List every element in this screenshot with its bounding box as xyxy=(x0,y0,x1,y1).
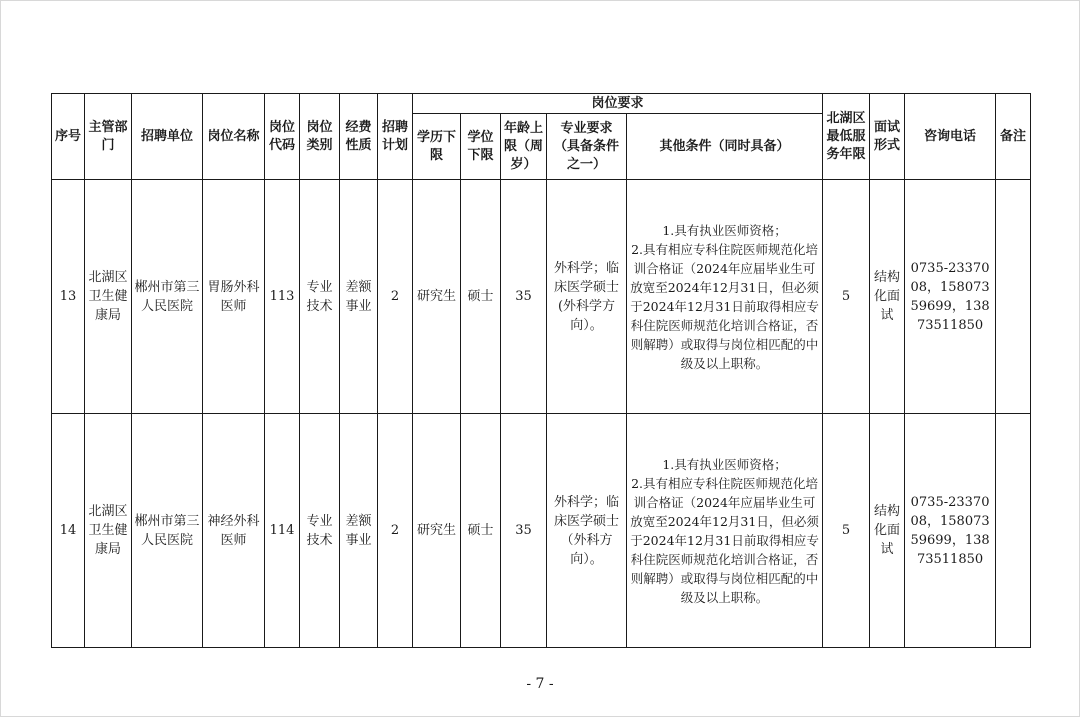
table-row xyxy=(52,180,1031,414)
recruitment-table xyxy=(51,93,1031,648)
cell-remark xyxy=(996,180,1031,414)
header-row-top xyxy=(52,94,1031,114)
cell-post-type: 专业技术 xyxy=(300,180,340,414)
header-age: 年龄上限（周岁） xyxy=(501,114,547,180)
header-unit: 招聘单位 xyxy=(132,94,203,180)
cell-funding: 差额事业 xyxy=(340,180,378,414)
header-degree: 学位下限 xyxy=(461,114,501,180)
cell-service-years: 5 xyxy=(823,414,870,648)
header-major: 专业要求（具备条件之一） xyxy=(547,114,627,180)
cell-interview: 结构化面试 xyxy=(870,180,905,414)
page-number: - 7 - xyxy=(526,676,554,692)
cell-post-code: 113 xyxy=(265,180,300,414)
cell-post-name: 胃肠外科医师 xyxy=(203,180,265,414)
cell-unit: 郴州市第三人民医院 xyxy=(132,414,203,648)
header-seq: 序号 xyxy=(52,94,85,180)
cell-age: 35 xyxy=(501,180,547,414)
condition-line-1: 1.具有执业医师资格； xyxy=(662,456,787,472)
header-plan: 招聘计划 xyxy=(378,94,413,180)
header-post-code: 岗位代码 xyxy=(265,94,300,180)
table-row xyxy=(52,414,1031,648)
cell-other-conditions xyxy=(627,180,823,414)
header-education: 学历下限 xyxy=(413,114,461,180)
header-funding: 经费性质 xyxy=(340,94,378,180)
cell-degree: 硕士 xyxy=(461,414,501,648)
cell-seq: 13 xyxy=(52,180,85,414)
header-post-name: 岗位名称 xyxy=(203,94,265,180)
cell-post-code: 114 xyxy=(265,414,300,648)
header-dept: 主管部门 xyxy=(85,94,132,180)
header-other: 其他条件（同时具备） xyxy=(627,114,823,180)
cell-other-conditions xyxy=(627,414,823,648)
cell-remark xyxy=(996,414,1031,648)
cell-post-type: 专业技术 xyxy=(300,414,340,648)
cell-phone: 0735-2337008，15807359699，13873511850 xyxy=(905,180,996,414)
condition-line-2: 2.具有相应专科住院医师规范化培训合格证（2024年应届毕业生可放宽至2024年12月31日，但必须于2024年12月31日前取得相应专科住院医师规范化培训合格证，否则解聘）或取得与岗位相匹配的中级及以上职称。 xyxy=(630,475,819,605)
cell-dept: 北湖区卫生健康局 xyxy=(85,414,132,648)
cell-unit: 郴州市第三人民医院 xyxy=(132,180,203,414)
cell-post-name: 神经外科医师 xyxy=(203,414,265,648)
cell-dept: 北湖区卫生健康局 xyxy=(85,180,132,414)
header-requirements-group: 岗位要求 xyxy=(413,94,823,114)
cell-service-years: 5 xyxy=(823,180,870,414)
header-post-type: 岗位类别 xyxy=(300,94,340,180)
cell-education: 研究生 xyxy=(413,180,461,414)
condition-line-1: 1.具有执业医师资格； xyxy=(662,222,787,238)
cell-education: 研究生 xyxy=(413,414,461,648)
header-remark: 备注 xyxy=(996,94,1031,180)
cell-interview: 结构化面试 xyxy=(870,414,905,648)
cell-major: 外科学；临床医学硕士（外科方向）。 xyxy=(547,414,627,648)
cell-plan: 2 xyxy=(378,414,413,648)
cell-major: 外科学；临床医学硕士(外科学方向）。 xyxy=(547,180,627,414)
header-phone: 咨询电话 xyxy=(905,94,996,180)
header-interview: 面试形式 xyxy=(870,94,905,180)
cell-phone: 0735-2337008，15807359699，13873511850 xyxy=(905,414,996,648)
cell-age: 35 xyxy=(501,414,547,648)
cell-funding: 差额事业 xyxy=(340,414,378,648)
header-service-years: 北湖区最低服务年限 xyxy=(823,94,870,180)
condition-line-2: 2.具有相应专科住院医师规范化培训合格证（2024年应届毕业生可放宽至2024年12月31日，但必须于2024年12月31日前取得相应专科住院医师规范化培训合格证，否则解聘）或取得与岗位相匹配的中级及以上职称。 xyxy=(630,241,819,371)
cell-degree: 硕士 xyxy=(461,180,501,414)
cell-plan: 2 xyxy=(378,180,413,414)
cell-seq: 14 xyxy=(52,414,85,648)
